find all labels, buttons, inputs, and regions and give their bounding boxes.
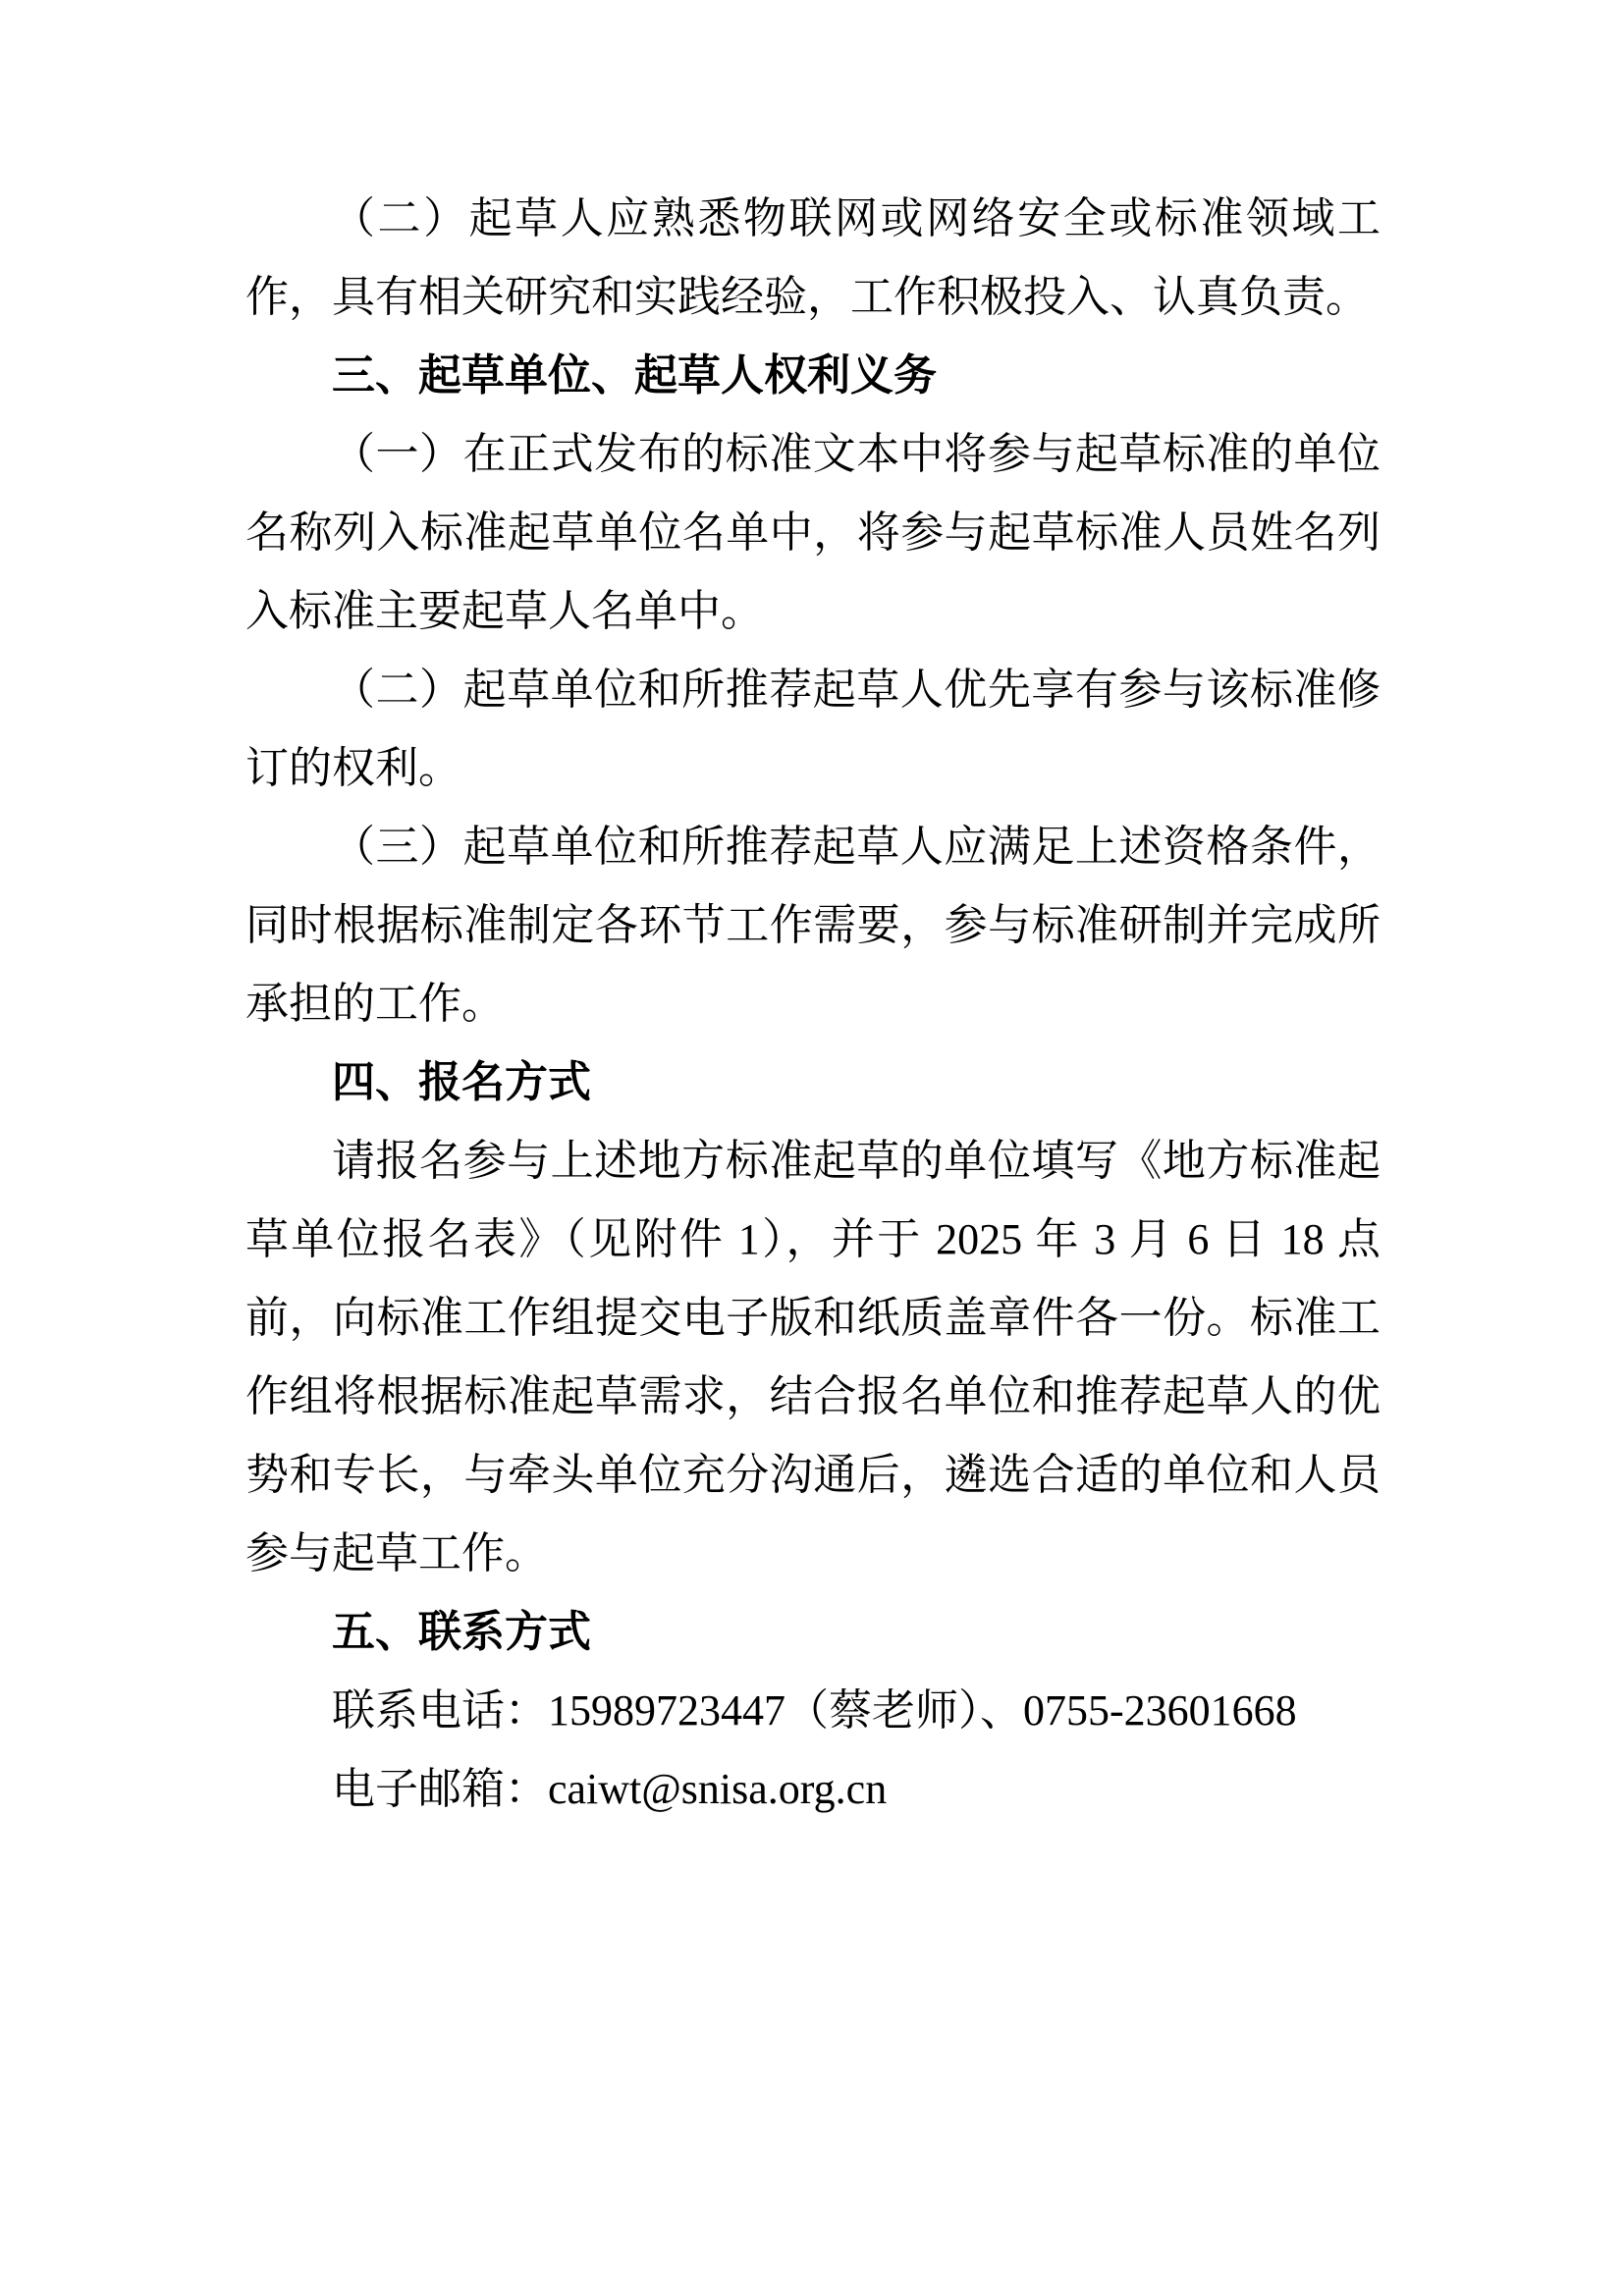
paragraph-registration-method: 请报名参与上述地方标准起草的单位填写《地方标准起草单位报名表》（见附件 1），并于 2025 年 3 月 6 日 18 点前，向标准工作组提交电子版和纸质盖章件各一份。标准工作组将根据标准起草需求，结合报名单位和推荐起草人的优势和专长，与牵头单位充分沟通后，遴选合适的单位和人员参与起草工作。: [245, 1137, 1380, 1577]
paragraph-drafter-qualification: （二）起草人应熟悉物联网或网络安全或标准领域工作，具有相关研究和实践经验，工作积极投入、认真负责。: [245, 194, 1380, 321]
heading-section-5-contact: 五、联系方式: [332, 1608, 591, 1656]
heading-section-3-rights-obligations: 三、起草单位、起草人权利义务: [332, 351, 937, 400]
paragraph-3-3-qualification-requirement: （三）起草单位和所推荐起草人应满足上述资格条件，同时根据标准制定各环节工作需要，参与标准研制并完成所承担的工作。: [245, 823, 1380, 1028]
paragraph-3-1-name-listing: （一）在正式发布的标准文本中将参与起草标准的单位名称列入标准起草单位名单中，将参与起草标准人员姓名列入标准主要起草人名单中。: [245, 430, 1380, 635]
contact-phone-line: 联系电话：15989723447（蔡老师）、0755-23601668: [332, 1686, 1297, 1735]
paragraph-3-2-revision-priority: （二）起草单位和所推荐起草人优先享有参与该标准修订的权利。: [245, 666, 1380, 792]
contact-email-line: 电子邮箱：caiwt@snisa.org.cn: [332, 1765, 888, 1813]
heading-section-4-registration: 四、报名方式: [332, 1058, 591, 1106]
